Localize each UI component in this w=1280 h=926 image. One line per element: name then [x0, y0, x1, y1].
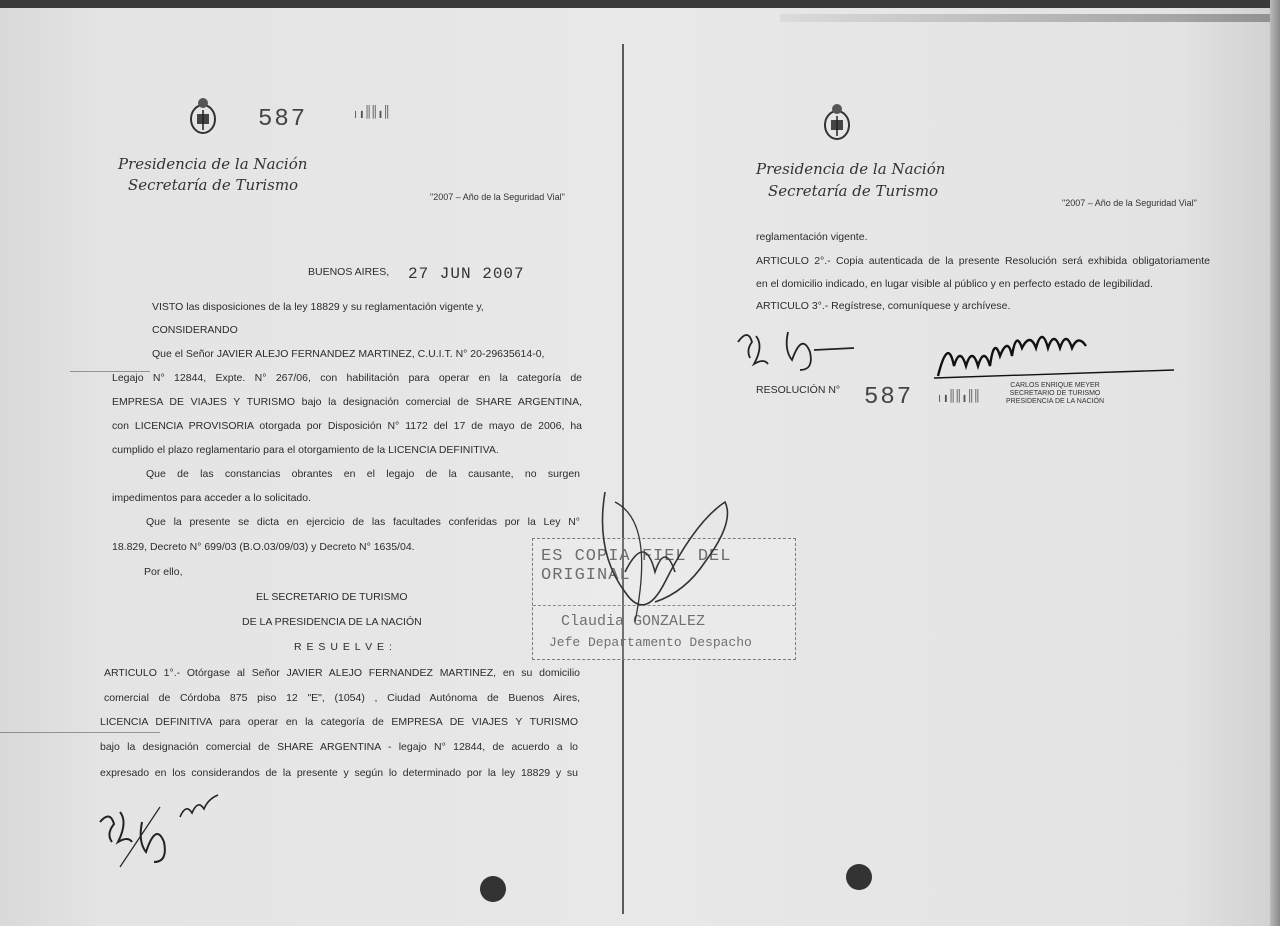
punch-hole — [846, 864, 872, 890]
text-line: Legajo N° 12844, Expte. N° 267/06, con habilitación para operar en la categoría de — [112, 372, 582, 384]
article-1-line: LICENCIA DEFINITIVA para operar en la categoría de EMPRESA DE VIAJES Y TURISMO — [100, 716, 578, 728]
article-1-line: bajo la designación comercial de SHARE ARGENTINA - legajo N° 12844, de acuerdo a lo — [100, 741, 578, 753]
stamp-line-2: Claudia GONZALEZ — [561, 613, 706, 630]
handwritten-initials-icon — [80, 782, 240, 872]
por-ello: Por ello, — [144, 566, 183, 578]
article-1-line: comercial de Córdoba 875 piso 12 "E", (1054) , Ciudad Autónoma de Buenos Aires, — [104, 692, 580, 704]
article-1-line: expresado en los considerandos de la presente y según lo determinado por la ley 18829 y su — [100, 767, 578, 779]
secretario-line-1: EL SECRETARIO DE TURISMO — [256, 591, 408, 603]
punch-hole — [480, 876, 506, 902]
national-crest-icon — [188, 96, 218, 136]
national-crest-icon — [822, 102, 852, 142]
scan-shadow — [780, 14, 1280, 22]
signer-org: PRESIDENCIA DE LA NACIÓN — [1005, 398, 1105, 405]
barcode-mark: ╷╻║║╻║ — [352, 105, 390, 119]
page-fold-line — [622, 44, 624, 914]
text-line: Que de las constancias obrantes en el legajo de la causante, no surgen — [146, 468, 580, 480]
text-line: Que la presente se dicta en ejercicio de las facultades conferidas por la Ley N° — [146, 516, 580, 528]
resolution-number-header: 587 — [258, 106, 308, 133]
article-2-line: en el domicilio indicado, en lugar visible al público y en perfecto estado de legibilidad. — [756, 278, 1153, 290]
text-line: Que el Señor JAVIER ALEJO FERNANDEZ MARTINEZ, C.U.I.T. N° 20-29635614-0, — [152, 348, 545, 360]
signer-name: CARLOS ENRIQUE MEYER — [1010, 382, 1100, 389]
resolucion-label: RESOLUCIÓN N° — [756, 384, 841, 396]
scan-edge — [1270, 0, 1280, 926]
handwritten-signature-icon — [930, 328, 1180, 388]
text-line: impedimentos para acceder a lo solicitado. — [112, 492, 312, 504]
header-presidencia: Presidencia de la Nación — [118, 155, 308, 173]
text-line: cumplido el plazo reglamentario para el otorgamiento de la LICENCIA DEFINITIVA. — [112, 444, 499, 456]
text-line: EMPRESA DE VIAJES Y TURISMO bajo la designación comercial de SHARE ARGENTINA, — [112, 396, 582, 408]
text-line: reglamentación vigente. — [756, 231, 868, 243]
scan-line-artifact — [0, 732, 160, 733]
header-secretaria: Secretaría de Turismo — [768, 182, 939, 200]
article-2-line: ARTICULO 2°.- Copia autenticada de la presente Resolución será exhibida obligatoriamente — [756, 255, 1210, 267]
signer-block — [1000, 382, 1110, 406]
considerando-heading: CONSIDERANDO — [152, 324, 238, 336]
scan-line-artifact — [70, 371, 150, 372]
text-line: con LICENCIA PROVISORIA otorgada por Disposición N° 1172 del 17 de mayo de 2006, ha — [112, 420, 582, 432]
header-presidencia: Presidencia de la Nación — [756, 160, 946, 178]
stamp-line-3: Jefe Departamento Despacho — [549, 635, 752, 650]
resolucion-number: 587 — [864, 384, 914, 411]
text-line: 18.829, Decreto N° 699/03 (B.O.03/09/03) y Decreto N° 1635/04. — [112, 541, 415, 553]
stamp-line-1: ES COPIA FIEL DEL ORIGINAL — [541, 547, 732, 585]
visto-paragraph: VISTO las disposiciones de la ley 18829 y su reglamentación vigente y, — [152, 301, 484, 313]
article-3: ARTICULO 3°.- Regístrese, comuníquese y archívese. — [756, 300, 1011, 312]
handwritten-initials-icon — [728, 312, 858, 372]
signer-title: SECRETARIO DE TURISMO — [1009, 390, 1101, 397]
handwritten-signature-icon — [585, 482, 745, 652]
date-stamp: 27 JUN 2007 — [408, 265, 525, 283]
year-motto: "2007 – Año de la Seguridad Vial" — [430, 192, 565, 202]
header-secretaria: Secretaría de Turismo — [128, 176, 299, 194]
secretario-line-2: DE LA PRESIDENCIA DE LA NACIÓN — [242, 616, 422, 628]
city-label: BUENOS AIRES, — [308, 266, 390, 278]
resuelve-heading: R E S U E L V E : — [294, 641, 393, 653]
barcode-mark: ╷╻║║╻║║ — [936, 389, 980, 403]
article-1-line: ARTICULO 1°.- Otórgase al Señor JAVIER ALEJO FERNANDEZ MARTINEZ, en su domicilio — [104, 667, 580, 679]
year-motto: "2007 – Año de la Seguridad Vial" — [1062, 198, 1197, 208]
